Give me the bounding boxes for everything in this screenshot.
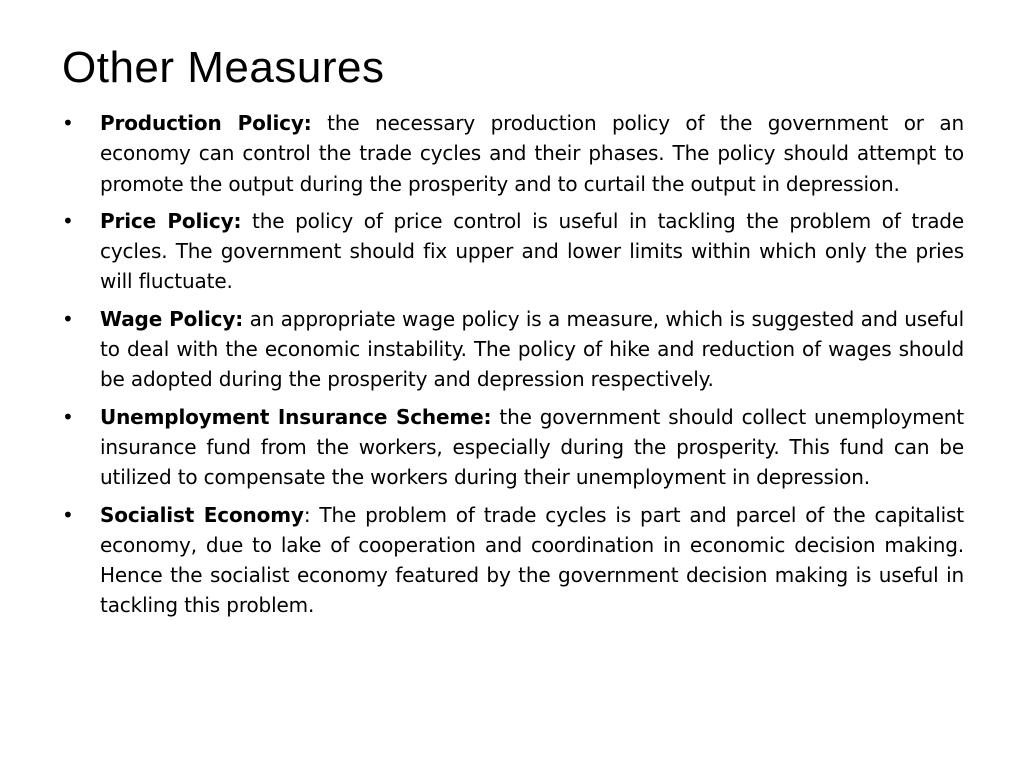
bullet-text: an appropriate wage policy is a measure, which is suggested and useful to deal with the economic instability. The policy of hike and reduction of wages should be adopted during the prosperity and depression respectively. <box>100 306 965 392</box>
bullet-term: Price Policy: <box>100 208 242 233</box>
bullet-term: Socialist Economy <box>100 502 304 527</box>
bullet-dot-icon: • <box>62 502 74 527</box>
bullet-separator: : <box>303 502 311 527</box>
bullet-wage-policy <box>62 304 964 395</box>
bullet-list <box>62 108 964 621</box>
bullet-dot-icon: • <box>62 306 74 331</box>
bullet-text: The problem of trade cycles is part and parcel of the capitalist economy, due to lake of cooperation and coordination in economic decision making. Hence the socialist economy featured by the government decision making is useful in tackling this problem. <box>100 502 964 618</box>
bullet-term: Wage Policy: <box>100 306 244 331</box>
bullet-dot-icon: • <box>62 111 74 135</box>
bullet-term: Unemployment Insurance Scheme: <box>100 404 492 429</box>
bullet-socialist-economy <box>62 500 964 621</box>
bullet-text: the necessary production policy of the government or an economy can control the trade cycles and their phases. The policy should attempt to promote the output during the prosperity and to curtail the output in depression. <box>100 111 964 196</box>
bullet-term: Production Policy: <box>100 111 312 135</box>
bullet-text: the government should collect unemployment insurance fund from the workers, especially during the prosperity. This fund can be utilized to compensate the workers during their unemployment in depression. <box>100 404 964 490</box>
bullet-text: the policy of price control is useful in tackling the problem of trade cycles. The government should fix upper and lower limits within which only the pries will fluctuate. <box>100 208 965 294</box>
bullet-production-policy <box>62 108 964 199</box>
bullet-unemployment-insurance-scheme <box>62 402 964 493</box>
bullet-price-policy <box>62 206 964 297</box>
bullet-dot-icon: • <box>62 208 74 233</box>
slide-title: Other Measures <box>62 43 385 92</box>
bullet-dot-icon: • <box>62 404 74 429</box>
